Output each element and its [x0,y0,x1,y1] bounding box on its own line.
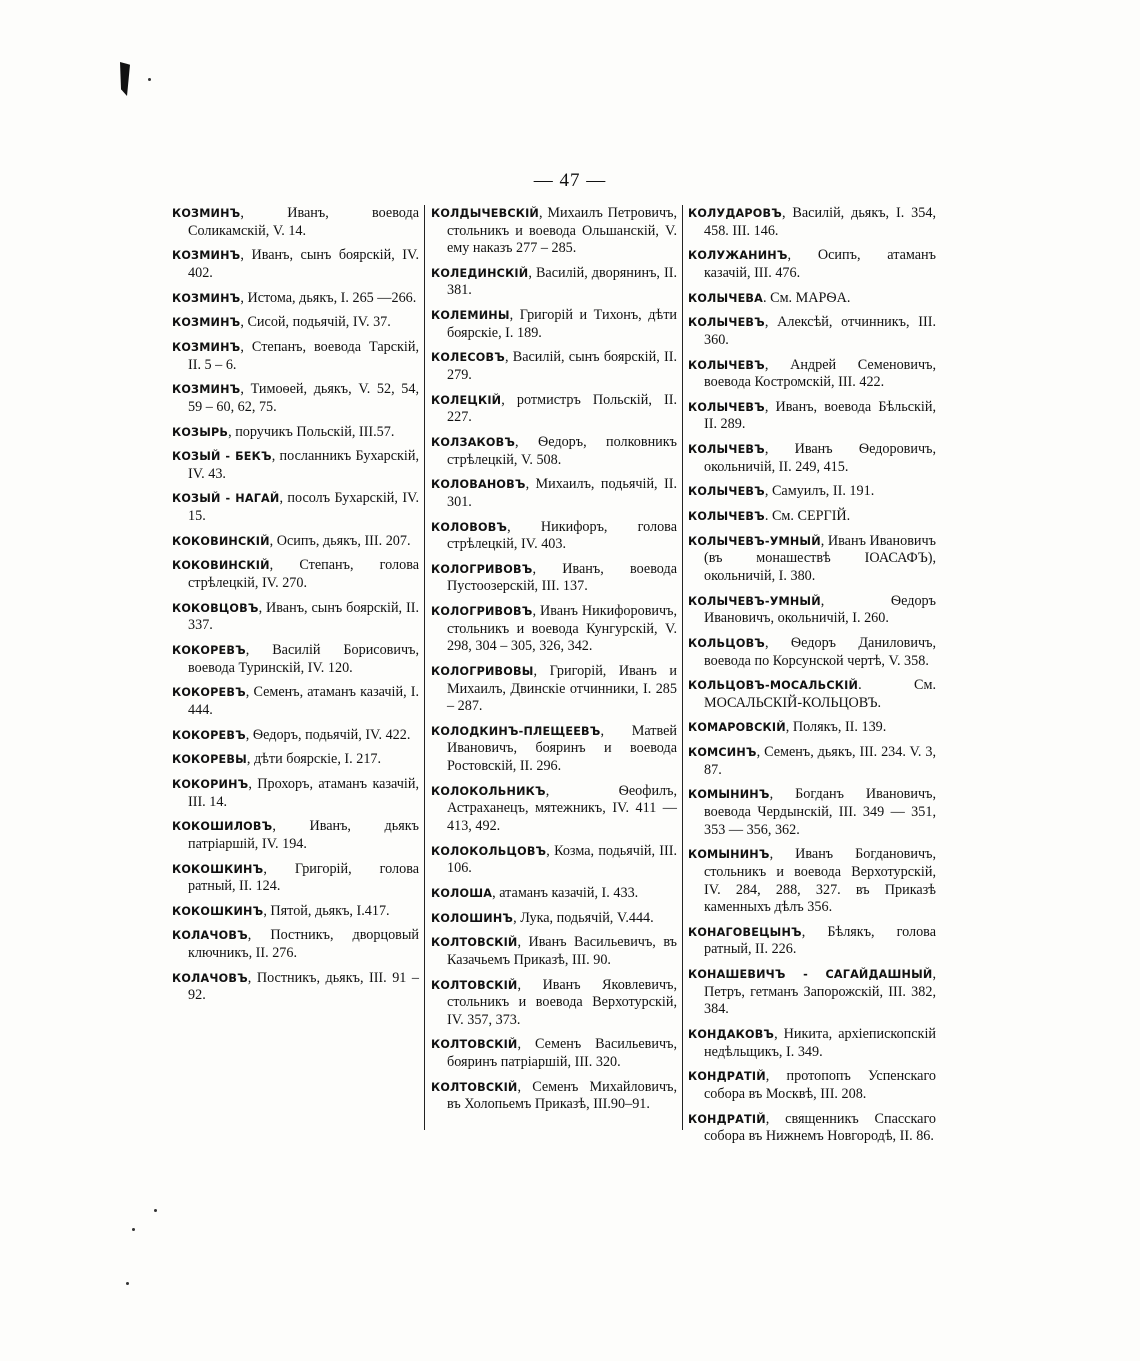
index-entry: КОЛОГРИВОВЪ, Иванъ Никифоровичъ, стольникъ и воевода Кунгурскій, V. 298, 304 – 305, 326, 342. [431,603,678,655]
index-entry: КОЛОВАНОВЪ, Михаилъ, подьячій, II. 301. [431,476,677,510]
index-entry: КОЗМИНЪ, Сисой, подьячій, IV. 37. [172,314,391,331]
index-entry: КОЛУДАРОВЪ, Василій, дьякъ, I. 354, 458. III. 146. [688,205,937,239]
index-entry: КОЛЗАКОВЪ, Ѳедоръ, полковникъ стрѣлецкій, V. 508. [431,434,678,468]
entry-text: Иванъ, воевода Пустоозерскій, III. 137. [447,560,678,595]
entry-text: Алексѣй, отчинникъ, III. 360. [704,314,936,348]
entry-headword: КОМЫНИНЪ [688,848,770,862]
entry-headword: КОЗМИНЪ [172,291,241,305]
entry-text: Бѣлякъ, голова ратный, II. 226. [704,923,936,958]
entry-text: Иванъ Ѳедоровичъ, окольничій, II. 249, 415. [704,441,936,475]
entry-headword: КОЛОКОЛЬНИКЪ [431,784,546,798]
entry-headword: КОКОВИНСКІЙ [172,559,270,573]
entry-headword: КОЛОВОВЪ [431,520,508,534]
entry-headword: КОЗЫРЬ [172,425,229,439]
index-entry: КОКОВЦОВЪ, Иванъ, сынъ боярскій, II. 337. [172,599,420,634]
index-entry: КОКОРЕВЪ, Василій Борисовичъ, воевода Туринскій, IV. 120. [172,642,419,676]
entry-headword: КОКОРЕВЪ [172,644,246,657]
entry-text: Григорій и Тихонъ, дѣти боярскіе, I. 189. [447,307,677,341]
entry-text: Полякъ, II. 139. [792,719,887,736]
entry-headword: КОЛЫЧЕВЪ [688,510,765,524]
entry-headword: КОЗМИНЪ [172,207,241,220]
entry-text: См. СЕРГІЙ. [771,508,851,525]
entry-headword: КОЛЫЧЕВЪ-УМНЫЙ [688,534,821,548]
index-entry: КОЗМИНЪ, Иванъ, сынъ боярскій, IV. 402. [172,247,419,281]
entry-text: Ѳедоръ Ивановичъ, окольничій, I. 260. [704,592,936,627]
index-entry: КОЗМИНЪ, Степанъ, воевода Тарскій, II. 5 – 6. [172,338,419,373]
index-entry: КОМЫНИНЪ, Иванъ Богдановичъ, стольникъ и воевода Верхотурскій, IV. 284, 288, 327. въ Приказѣ каменныхъ дѣлъ 356. [688,846,936,916]
entry-text: Осипъ, атаманъ казачій, III. 476. [704,247,936,281]
entry-headword: КОМЫНИНЪ [688,788,770,802]
entry-text: Самуилъ, II. 191. [771,483,875,500]
entry-text: См. МАРѲА. [770,289,851,306]
entry-headword: КОЗЫЙ - БЕКЪ [172,450,272,464]
entry-headword: КОЗМИНЪ [172,316,241,330]
entry-headword: КОЗМИНЪ [172,383,241,397]
index-entry: КОЛОКОЛЬНИКЪ, Ѳеофилъ, Астраханецъ, мятежникъ, IV. 411 — 413, 492. [431,782,677,834]
index-entry: КОЛЫЧЕВЪ. См. СЕРГІЙ. [688,508,851,525]
entry-text: Иванъ Васильевичъ, въ Казачьемъ Приказѣ, III. 90. [447,934,677,968]
entry-headword: КОЛЕЦКІЙ [431,393,502,407]
index-entry: КОЛОДКИНЪ-ПЛЕЩЕЕВЪ, Матвей Ивановичъ, бояринъ и воевода Ростовскій, II. 296. [431,722,677,775]
entry-text: Истома, дьякъ, I. 265 —266. [247,289,417,306]
index-entry: КОНАШЕВИЧЪ - САГАЙДАШНЫЙ, Петръ, гетманъ Запорожскій, III. 382, 384. [688,966,936,1018]
entry-headword: КОЛЫЧЕВЪ [688,358,765,372]
index-entry: КОЛЫЧЕВЪ, Иванъ, воевода Бѣльскій, II. 289. [688,398,936,433]
entry-headword: КОМАРОВСКІЙ [688,721,786,735]
index-entry: КОЛТОВСКІЙ, Иванъ Яковлевичъ, стольникъ и воевода Верхотурскій, IV. 357, 373. [431,976,677,1028]
entry-text: Иванъ, сынъ боярскій, II. 337. [188,599,420,634]
entry-headword: КОЛОГРИВОВЫ [431,665,534,678]
entry-text: Василій Борисовичъ, воевода Туринскій, IV. 120. [188,642,419,676]
index-column-1 [172,205,419,1012]
index-entry: КОКОРЕВЫ, дѣти боярскіе, I. 217. [172,751,382,768]
entry-text: священникъ Спасскаго собора въ Нижнемъ Новгородѣ, II. 86. [704,1110,937,1145]
index-entry: КОЛЫЧЕВЪ, Самуилъ, II. 191. [688,483,875,500]
entry-text: Прохоръ, атаманъ казачій, III. 14. [188,775,420,810]
entry-headword: КОЛОГРИВОВЪ [431,562,533,576]
entry-headword: КОКОРЕВЫ [172,753,247,767]
entry-text: Семенъ, атаманъ казачій, I. 444. [188,684,420,718]
entry-text: Иванъ, дьякъ патріаршій, IV. 194. [188,818,419,852]
entry-text: Никифоръ, голова стрѣлецкій, IV. 403. [447,518,677,553]
entry-text: Иванъ Яковлевичъ, стольникъ и воевода Верхотурскій, IV. 357, 373. [447,976,677,1028]
index-entry: КОЛОШИНЪ, Лука, подьячій, V.444. [431,909,654,926]
entry-text: Матвей Ивановичъ, бояринъ и воевода Ростовскій, II. 296. [447,722,677,775]
entry-headword: КОЗМИНЪ [172,340,241,354]
index-column-2 [431,205,677,1121]
entry-text: См. МОСАЛЬСКІЙ-КОЛЬЦОВЪ. [704,677,936,711]
index-entry: КОЛЫЧЕВЪ, Андрей Семеновичъ, воевода Костромскій, III. 422. [688,356,936,391]
entry-text: ротмистръ Польскій, II. 227. [447,391,678,426]
ink-speck [132,1228,135,1231]
entry-text: Семенъ Михайловичъ, въ Холопьемъ Приказѣ, III.90–91. [447,1078,678,1113]
entry-text: Степанъ, воевода Тарскій, II. 5 – 6. [188,338,419,373]
entry-text: Сисой, подьячій, IV. 37. [247,314,391,331]
entry-text: Никита, архіепископскій недѣльщикъ, I. 349. [704,1025,936,1060]
index-entry: КОЛТОВСКІЙ, Иванъ Васильевичъ, въ Казачьемъ Приказѣ, III. 90. [431,934,677,968]
entry-headword: КОЛДЫЧЕВСКІЙ [431,207,539,220]
entry-text: Тимоѳей, дьякъ, V. 52, 54, 59 – 60, 62, 75. [188,381,420,415]
index-entry: КОКОРИНЪ, Прохоръ, атаманъ казачій, III. 14. [172,775,420,810]
entry-text: посолъ Бухарскій, IV. 15. [188,490,420,525]
index-entry: КОЛЫЧЕВЪ, Иванъ Ѳедоровичъ, окольничій, II. 249, 415. [688,441,936,475]
entry-headword: КОКОРИНЪ [172,777,249,791]
ink-speck [154,1209,157,1212]
index-entry: КОЛОКОЛЬЦОВЪ, Козма, подьячій, III. 106. [431,842,678,877]
entry-headword: КОЛТОВСКІЙ [431,1038,518,1052]
entry-text: Осипъ, дьякъ, III. 207. [276,532,411,549]
entry-text: поручикъ Польскій, III.57. [235,423,395,440]
index-entry: КОКОШКИНЪ, Григорій, голова ратный, II. 124. [172,860,419,895]
entry-headword: КОЛЕСОВЪ [431,351,505,365]
index-entry: КОЛЬЦОВЪ-МОСАЛЬСКІЙ. См. МОСАЛЬСКІЙ-КОЛЬЦОВЪ. [688,677,936,711]
entry-headword: КОЛТОВСКІЙ [431,936,518,950]
entry-headword: КОЛАЧОВЪ [172,971,248,985]
index-entry: КОЛЫЧЕВЪ-УМНЫЙ, Иванъ Ивановичъ (въ монашествѣ ІОАСАФЪ), окольничій, I. 380. [688,532,936,584]
index-entry: КОЛЕЦКІЙ, ротмистръ Польскій, II. 227. [431,391,678,426]
entry-headword: КОЗМИНЪ [172,249,241,263]
entry-text: Пятой, дьякъ, I.417. [270,902,390,919]
index-entry: КОЛОША, атаманъ казачій, I. 433. [431,884,639,901]
index-entry: КОЗМИНЪ, Иванъ, воевода Соликамскій, V. 14. [172,205,420,239]
index-entry: КОНДРАТІЙ, священникъ Спасскаго собора въ Нижнемъ Новгородѣ, II. 86. [688,1110,937,1145]
index-entry: КОКОВИНСКІЙ, Степанъ, голова стрѣлецкій, IV. 270. [172,557,420,592]
index-entry: КОЛТОВСКІЙ, Семенъ Михайловичъ, въ Холопьемъ Приказѣ, III.90–91. [431,1078,678,1113]
index-entry: КОКОШИЛОВЪ, Иванъ, дьякъ патріаршій, IV. 194. [172,818,419,852]
entry-headword: КОЛЬЦОВЪ-МОСАЛЬСКІЙ [688,679,859,693]
entry-headword: КОКОШКИНЪ [172,904,264,918]
index-entry: КОЗЫЙ - БЕКЪ, посланникъ Бухарскій, IV. 43. [172,448,420,482]
entry-text: Михаилъ, подьячій, II. 301. [447,476,677,510]
entry-text: Семенъ, дьякъ, III. 234. V. 3, 87. [704,744,936,778]
entry-text: Богданъ Ивановичъ, воевода Чердынскій, III. 349 — 351, 353 — 356, 362. [704,786,936,838]
entry-headword: КОНДАКОВЪ [688,1027,775,1041]
entry-text: Андрей Семеновичъ, воевода Костромскій, III. 422. [704,356,936,391]
entry-text: Ѳедоръ, подьячій, IV. 422. [252,726,411,743]
entry-headword: КОЛЗАКОВЪ [431,436,516,449]
entry-headword: КОКОВЦОВЪ [172,601,259,615]
entry-text: атаманъ казачій, I. 433. [499,884,639,901]
entry-headword: КОЛТОВСКІЙ [431,1080,518,1094]
index-entry: КОЛАЧОВЪ, Постникъ, дьякъ, III. 91 – 92. [172,969,419,1004]
entry-headword: КОЛЕДИНСКІЙ [431,266,529,280]
index-entry: КОЗМИНЪ, Истома, дьякъ, I. 265 —266. [172,289,417,306]
index-entry: КОЛЬЦОВЪ, Ѳедоръ Даниловичъ, воевода по Корсунской чертѣ, V. 358. [688,634,936,669]
entry-text: Михаилъ Петровичъ, стольникъ и воевода Ольшанскій, V. ему наказъ 277 – 285. [447,205,677,257]
corner-ink-mark [120,62,130,96]
entry-headword: КОКОРЕВЪ [172,686,246,700]
entry-headword: КОЛЫЧЕВЪ [688,485,765,499]
entry-headword: КОЛОДКИНЪ-ПЛЕЩЕЕВЪ [431,724,601,738]
entry-text: Иванъ Никифоровичъ, стольникъ и воевода Кунгурскій, V. 298, 304 – 305, 326, 342. [447,603,678,655]
entry-text: посланникъ Бухарскій, IV. 43. [188,448,420,482]
entry-text: Ѳедоръ Даниловичъ, воевода по Корсунской чертѣ, V. 358. [704,634,936,669]
entry-text: Василій, дворянинъ, II. 381. [447,264,677,299]
entry-text: Василій, сынъ боярскій, II. 279. [447,349,677,384]
entry-text: Иванъ, воевода Соликамскій, V. 14. [188,205,420,239]
entry-text: Иванъ, сынъ боярскій, IV. 402. [188,247,419,281]
index-entry: КОЛЕМИНЫ, Григорій и Тихонъ, дѣти боярскіе, I. 189. [431,307,677,341]
entry-text: Иванъ Ивановичъ (въ монашествѣ ІОАСАФЪ), окольничій, I. 380. [704,532,936,584]
entry-headword: КОЛОКОЛЬЦОВЪ [431,844,547,858]
entry-headword: КОКОРЕВЪ [172,728,246,742]
column-divider [682,205,683,1130]
index-entry: КОЛЫЧЕВЪ-УМНЫЙ, Ѳедоръ Ивановичъ, окольничій, I. 260. [688,592,936,627]
entry-text: Семенъ Васильевичъ, бояринъ патріаршій, III. 320. [447,1036,677,1071]
index-entry: КОЛЫЧЕВЪ, Алексѣй, отчинникъ, III. 360. [688,314,936,348]
index-entry: КОЛОВОВЪ, Никифоръ, голова стрѣлецкій, IV. 403. [431,518,677,553]
entry-headword: КОЛОШИНЪ [431,911,514,925]
index-entry: КОЛУЖАНИНЪ, Осипъ, атаманъ казачій, III. 476. [688,247,936,281]
index-entry: КОЛЕДИНСКІЙ, Василій, дворянинъ, II. 381. [431,264,677,299]
entry-headword: КОНАШЕВИЧЪ - САГАЙДАШНЫЙ [688,968,933,982]
entry-headword: КОЛАЧОВЪ [172,929,248,943]
entry-headword: КОКОШКИНЪ [172,862,264,876]
index-entry: КОЗЫРЬ, поручикъ Польскій, III.57. [172,423,395,440]
index-entry: КОНДАКОВЪ, Никита, архіепископскій недѣльщикъ, I. 349. [688,1025,936,1060]
entry-headword: КОМСИНЪ [688,746,757,760]
index-entry: КОМАРОВСКІЙ, Полякъ, II. 139. [688,719,887,736]
index-entry: КОМЫНИНЪ, Богданъ Ивановичъ, воевода Чердынскій, III. 349 — 351, 353 — 356, 362. [688,786,936,838]
index-entry: КОМСИНЪ, Семенъ, дьякъ, III. 234. V. 3, 87. [688,744,936,778]
index-entry: КОЛДЫЧЕВСКІЙ, Михаилъ Петровичъ, стольникъ и воевода Ольшанскій, V. ему наказъ 277 – 285. [431,205,677,257]
entry-text: Петръ, гетманъ Запорожскій, III. 382, 384. [704,983,936,1018]
entry-text: Ѳедоръ, полковникъ стрѣлецкій, V. 508. [447,434,678,468]
index-entry: КОЛОГРИВОВЫ, Григорій, Иванъ и Михаилъ, Двинскіе отчинники, I. 285 – 287. [431,663,677,715]
entry-text: Григорій, голова ратный, II. 124. [188,860,419,895]
entry-headword: КОЛТОВСКІЙ [431,978,518,992]
index-entry: КОНАГОВЕЦЫНЪ, Бѣлякъ, голова ратный, II. 226. [688,923,936,958]
index-column-3 [688,205,936,1153]
index-entry: КОКОШКИНЪ, Пятой, дьякъ, I.417. [172,902,390,919]
index-entry: КОЛЫЧЕВА. См. МАРѲА. [688,289,851,306]
entry-text: протопопъ Успенскаго собора въ Москвѣ, III. 208. [704,1068,937,1102]
entry-text: Иванъ Богдановичъ, стольникъ и воевода Верхотурскій, IV. 284, 288, 327. въ Приказѣ каменныхъ дѣлъ 356. [704,846,936,916]
entry-text: Иванъ, воевода Бѣльскій, II. 289. [704,398,936,433]
index-entry: КОКОВИНСКІЙ, Осипъ, дьякъ, III. 207. [172,532,411,549]
entry-headword: КОНДРАТІЙ [688,1070,766,1084]
index-entry: КОЗЫЙ - НАГАЙ, посолъ Бухарскій, IV. 15. [172,490,420,525]
entry-text: дѣти боярскіе, I. 217. [253,751,382,768]
page-number: — 47 — [533,170,607,191]
entry-headword: КОНАГОВЕЦЫНЪ [688,925,802,939]
entry-headword: КОНДРАТІЙ [688,1112,766,1126]
entry-headword: КОЛОВАНОВЪ [431,478,526,492]
index-entry: КОЛТОВСКІЙ, Семенъ Васильевичъ, бояринъ патріаршій, III. 320. [431,1036,677,1071]
index-entry: КОКОРЕВЪ, Ѳедоръ, подьячій, IV. 422. [172,726,411,743]
column-divider [424,205,425,1130]
entry-headword: КОЛОГРИВОВЪ [431,605,533,619]
entry-headword: КОЛЫЧЕВЪ-УМНЫЙ [688,594,821,608]
entry-headword: КОЛЫЧЕВА [688,291,764,305]
index-entry: КОЛАЧОВЪ, Постникъ, дворцовый ключникъ, II. 276. [172,927,420,962]
entry-headword: КОЛОША [431,886,493,900]
entry-headword: КОЛЬЦОВЪ [688,636,766,650]
entry-text: Постникъ, дьякъ, III. 91 – 92. [188,969,419,1004]
entry-text: Степанъ, голова стрѣлецкій, IV. 270. [188,557,420,592]
entry-text: Лука, подьячій, V.444. [520,909,654,926]
entry-headword: КОЗЫЙ - НАГАЙ [172,492,280,506]
entry-headword: КОЛЫЧЕВЪ [688,400,765,414]
index-entry: КОНДРАТІЙ, протопопъ Успенскаго собора въ Москвѣ, III. 208. [688,1068,937,1102]
entry-headword: КОКОШИЛОВЪ [172,820,273,834]
index-entry: КОКОРЕВЪ, Семенъ, атаманъ казачій, I. 444. [172,684,420,718]
entry-headword: КОЛЫЧЕВЪ [688,443,765,457]
entry-text: Ѳеофилъ, Астраханецъ, мятежникъ, IV. 411 — 413, 492. [447,782,677,834]
entry-text: Козма, подьячій, III. 106. [447,842,678,877]
index-entry: КОЛОГРИВОВЪ, Иванъ, воевода Пустоозерскій, III. 137. [431,560,678,595]
entry-headword: КОЛЫЧЕВЪ [688,316,765,330]
entry-text: Василій, дьякъ, I. 354, 458. III. 146. [704,205,937,239]
entry-headword: КОЛЕМИНЫ [431,309,510,323]
entry-headword: КОЛУЖАНИНЪ [688,249,788,263]
entry-text: Постникъ, дворцовый ключникъ, II. 276. [188,927,420,962]
index-entry: КОЛЕСОВЪ, Василій, сынъ боярскій, II. 279. [431,349,677,384]
entry-text: Григорій, Иванъ и Михаилъ, Двинскіе отчинники, I. 285 – 287. [447,663,677,715]
entry-headword: КОКОВИНСКІЙ [172,534,270,548]
index-entry: КОЗМИНЪ, Тимоѳей, дьякъ, V. 52, 54, 59 – 60, 62, 75. [172,381,420,415]
ink-speck [126,1282,129,1285]
entry-headword: КОЛУДАРОВЪ [688,207,782,220]
ink-speck [148,78,151,81]
